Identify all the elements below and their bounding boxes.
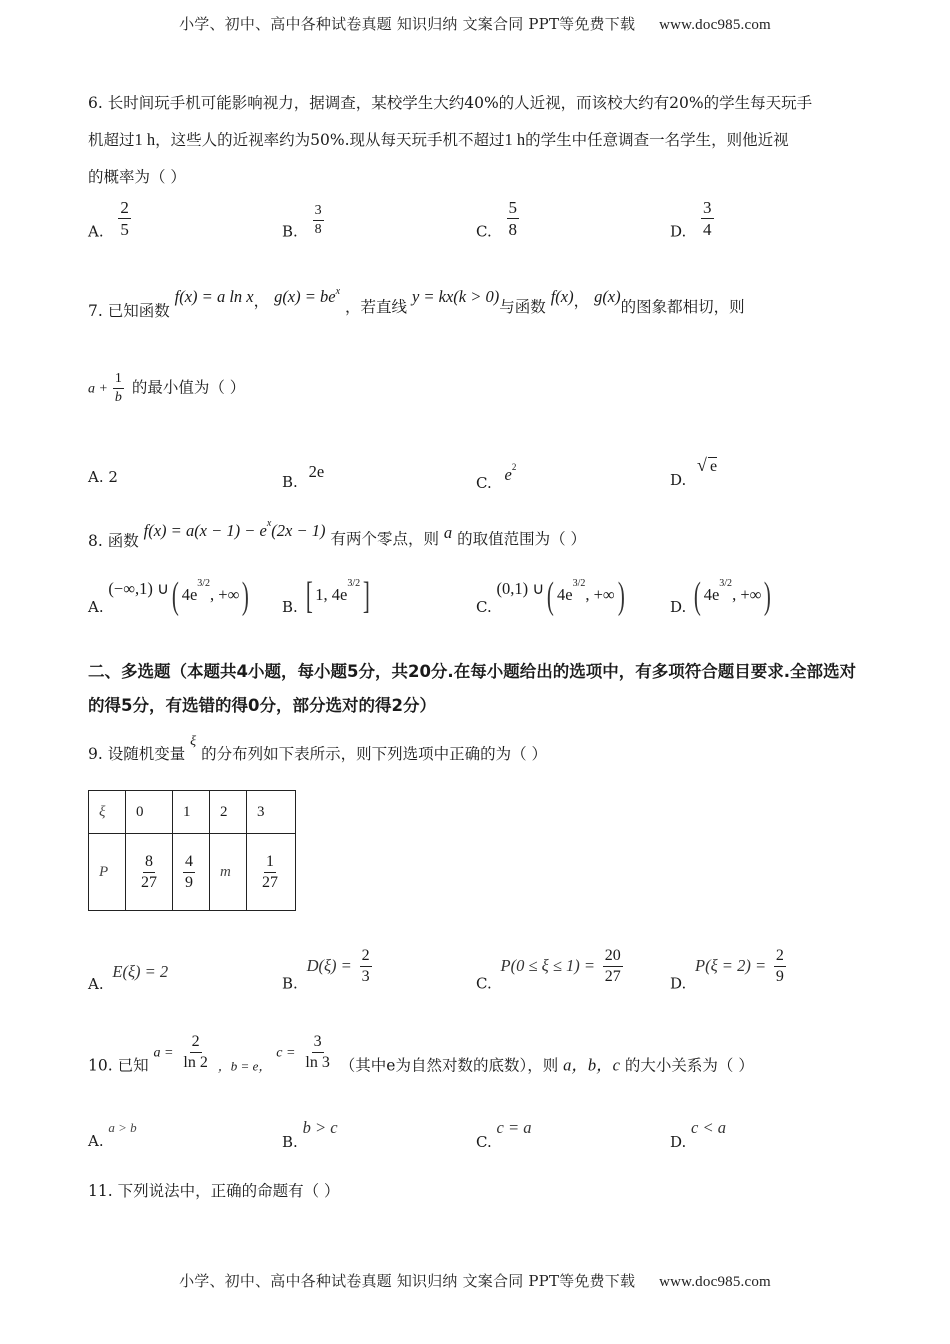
table-cell: $\frac{8}{27}$ (126, 834, 173, 911)
q11-stem: 11. 下列说法中，正确的命题有（ ） (88, 1182, 340, 1200)
q6-option-d[interactable]: D. $\frac{3}{4}$ (670, 198, 712, 241)
q8-option-a[interactable]: A. (−∞,1) ∪( $4e^{3/2}$, +∞) (88, 575, 250, 617)
q6-line3: 的概率为（ ） (88, 168, 186, 186)
page-header (0, 13, 950, 34)
table-cell: P (89, 834, 126, 911)
table-cell: m (210, 834, 247, 911)
section-heading: 二、多选题（本题共4小题，每小题5分，共20分.在每小题给出的选项中，有多项符合题目要求.全部选对的得5分，有选错的得0分，部分选对的得2分） (88, 662, 856, 715)
q9-option-a[interactable]: A. E(ξ) = 2 (88, 962, 169, 993)
q9-option-c[interactable]: C. P(0 ≤ ξ ≤ 1) = $\frac{20}{27}$ (476, 947, 621, 993)
q9-stem: 9. 设随机变量 ξ 的分布列如下表所示，则下列选项中正确的为（ ） (88, 734, 548, 763)
footer-site-link[interactable]: www.doc985.com (659, 1274, 771, 1290)
footer-text: 小学、初中、高中各种试卷真题 知识归纳 文案合同 PPT等免费下载 (179, 1272, 636, 1290)
q8-stem: 8. 函数 $f(x) = a(x - 1) - e^x(2x - 1)$ 有两个零点，则 a 的取值范围为（ ） (88, 518, 587, 550)
table-row (89, 791, 296, 834)
q10-option-a[interactable]: A. a > b (88, 1120, 137, 1150)
q9-option-b[interactable]: B. D(ξ) = $\frac{2}{3}$ (282, 947, 370, 993)
table-row (89, 834, 296, 911)
q10-stem: 10. 已知 a = $\frac{2}{\ln 2}$ $_{,b = e,}$ c = $\frac{3}{\ln 3}$ （其中e为自然对数的底数），则 a，b，c 的大小关系为（ ） (88, 1033, 754, 1075)
q10-option-d[interactable]: D. c < a (670, 1118, 727, 1151)
q10-option-c[interactable]: C. c = a (476, 1118, 532, 1151)
q6-line1: 6. 长时间玩手机可能影响视力，据调查，某校学生大约40%的人近视，而该校大约有20%的学生每天玩手 (88, 94, 813, 112)
table-cell: 1 (173, 791, 210, 834)
header-site-link[interactable]: www.doc985.com (659, 17, 771, 33)
table-cell: 3 (247, 791, 296, 834)
q8-option-b[interactable]: B. [ 1, $4e^{3/2}$] (282, 575, 370, 617)
q9-option-d[interactable]: D. P(ξ = 2) = $\frac{2}{9}$ (670, 947, 784, 993)
table-cell: 0 (126, 791, 173, 834)
table-cell: $\frac{1}{27}$ (247, 834, 296, 911)
q6-option-a[interactable]: A. $\frac{2}{5}$ (88, 198, 129, 241)
q6-option-c[interactable]: C. $\frac{5}{8}$ (476, 198, 517, 241)
distribution-table (88, 790, 296, 911)
q6-option-b[interactable]: B. $\frac{3}{8}$ (282, 203, 322, 241)
q7-option-c[interactable]: C. $e^2$ (476, 462, 517, 492)
q7-expression: a + $\frac{1}{b}$ 的最小值为（ ） (88, 371, 246, 405)
header-text: 小学、初中、高中各种试卷真题 知识归纳 文案合同 PPT等免费下载 (179, 15, 636, 33)
q8-option-d[interactable]: D. ( $4e^{3/2}$, +∞) (670, 575, 772, 617)
q7-option-a[interactable]: A. 2 (88, 468, 118, 486)
q8-option-c[interactable]: C. (0,1) ∪( $4e^{3/2}$, +∞) (476, 575, 625, 617)
table-cell: $\frac{4}{9}$ (173, 834, 210, 911)
q7-option-d[interactable]: D. √ e (670, 455, 718, 489)
table-cell: 2 (210, 791, 247, 834)
q6-line2: 机超过1 h，这些人的近视率约为50%.现从每天玩手机不超过1 h的学生中任意调查一名学生，则他近视 (88, 130, 789, 149)
table-cell: ξ (89, 791, 126, 834)
q10-option-b[interactable]: B. b > c (282, 1118, 338, 1151)
page-footer (0, 1270, 950, 1291)
q7-option-b[interactable]: B. 2e (282, 462, 325, 491)
q7-stem: 7. 已知函数 f(x) = a ln x， $g(x) = be^x$ ，若直线 y = kx(k > 0)与函数 f(x)， g(x)的图象都相切，则 (88, 286, 745, 320)
